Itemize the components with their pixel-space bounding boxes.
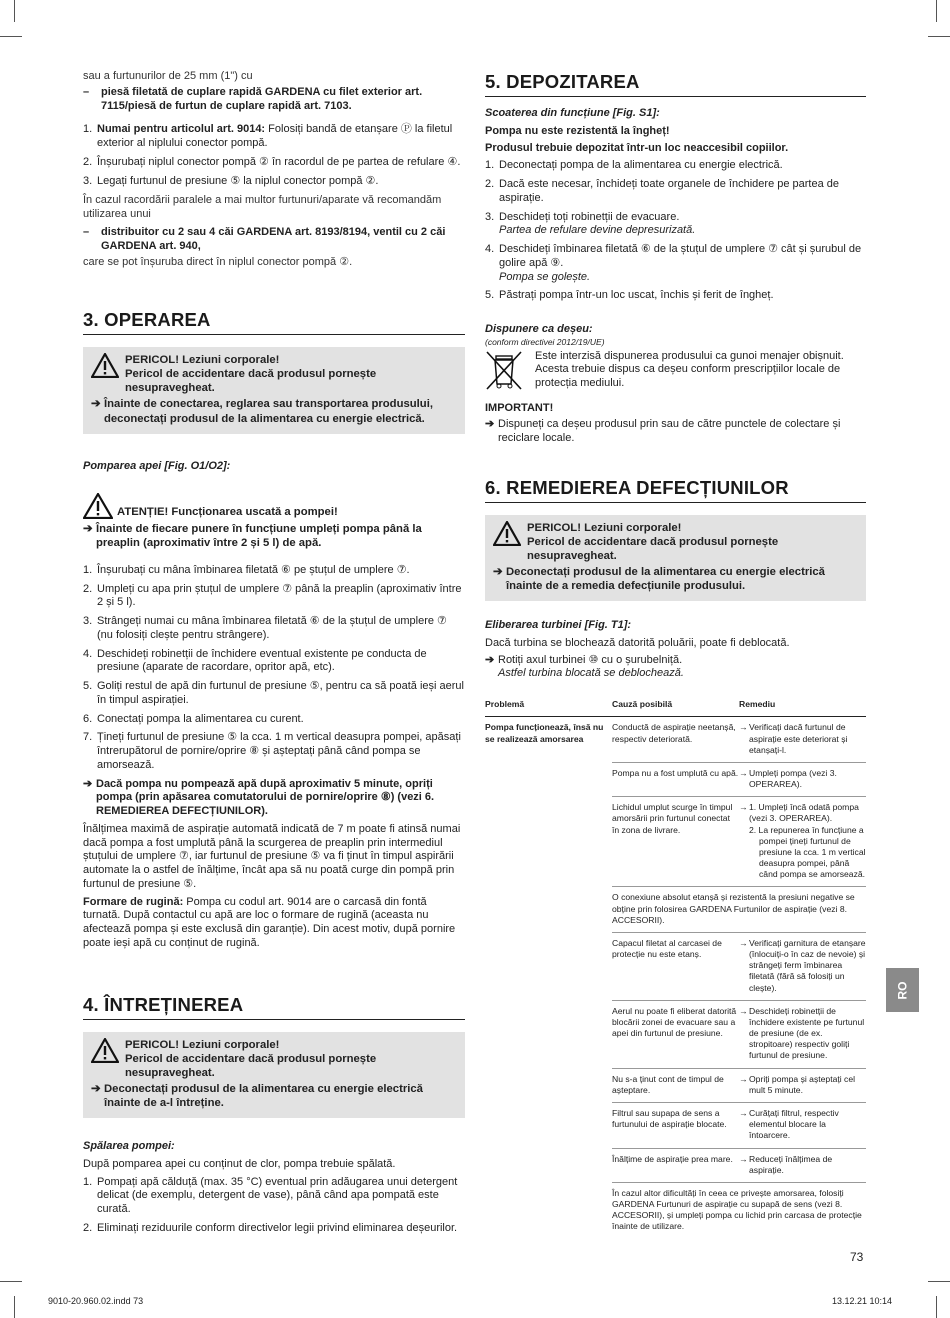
footer-date: 13.12.21 10:14 <box>832 1296 893 1306</box>
footer-file: 9010-20.960.02.indd 73 <box>48 1296 144 1306</box>
right-column <box>485 70 866 1239</box>
list-item: 1. Pompați apă călduță (max. 35 °C) eventual prin adăugarea unui detergent delicat (de exemplu, detergent de vase), până când apa pompată este curată. <box>83 1175 458 1216</box>
list-item: 3. Deschideți toți robinetții de evacuare. Partea de refulare devine depresurizată. <box>485 210 696 237</box>
list-item: 3. Strângeți numai cu mâna îmbinarea filetată ⑥ de la ștuțul de umplere ⑦ (nu folosiți clește pentru strângere). <box>83 615 447 641</box>
frost-warning: Pompa nu este rezistentă la îngheț! <box>485 124 670 137</box>
list-item: 3. Legați furtunul de presiune ⑤ la niplul conector pompă ②. <box>83 174 379 187</box>
warning-line: PERICOL! Leziuni corporale! <box>125 354 280 367</box>
table-header: Problemă Cauză posibilă Remediu <box>485 699 866 717</box>
warning-instruction: ➔ Înainte de conectarea, reglarea sau transportarea produsului, deconectați produsul de la alimentarea cu energie electrică. <box>91 398 433 425</box>
list-item: 4. Deschideți îmbinarea filetată ⑥ de la ștuțul de umplere ⑦ cât și șurubul de golire apă ⑨. Pompa se golește. <box>485 243 862 283</box>
list-item: 5. Păstrați pompa într-un loc uscat, închis și ferit de îngheț. <box>485 289 774 302</box>
troubleshooting-table <box>485 699 866 1238</box>
table-row: O conexiune absolut etanșă și rezistentă la presiuni negative se obține prin folosirea GARDENA Furtunilor de aspirație (vezi 8. ACCESORII). <box>485 887 866 933</box>
table-row: Pompa funcționează, însă nu se realizează amorsarea Conductă de aspirație neetanșă, respectiv deteriorată. → Verificați dacă furtunul de aspirație este deteriorat și etanșați-l. <box>485 717 866 763</box>
table-row: În cazul altor dificultăți în ceea ce privește amorsarea, folosiți GARDENA Furtunuri de aspirație cu supapă de sens (vezi 8. ACCESORII), și umpleți pompa cu lichid prin carcasa de protecție înainte de utilizare. <box>612 1187 862 1232</box>
warning-line: Pericol de accidentare dacă produsul pornește nesupravegheat. <box>125 1052 377 1079</box>
crop-mark <box>14 1296 15 1318</box>
dash-item: – distribuitor cu 2 sau 4 căi GARDENA art. 8193/8194, ventil cu 2 căi GARDENA art. 940, <box>83 225 446 252</box>
caution-box <box>83 487 465 551</box>
warning-line: Pericol de accidentare dacă produsul pornește nesupravegheat. <box>125 368 377 395</box>
list-item: 2. Înșurubați niplul conector pompă ② în racordul de pe partea de refulare ④. <box>83 155 461 168</box>
section-title-storage: 5. DEPOZITAREA <box>485 70 866 97</box>
list-item: 1. Numai pentru articolul art. 9014: Folosiți bandă de etanșare Ⓟ la filetul exterior al niplului conector pompă. <box>83 123 453 149</box>
warning-box <box>83 1032 465 1119</box>
page-number: 73 <box>850 1250 864 1264</box>
crop-mark <box>14 0 15 22</box>
caution-instruction: ➔ Înainte de fiecare punere în funcțiune umpleți pompa până la preaplin (aproximativ între 2 și 5 l) de apă. <box>83 522 422 549</box>
washing-steps <box>83 1176 465 1236</box>
list-item: 6. Conectați pompa la alimentarea cu curent. <box>83 712 304 725</box>
intro-text: sau a furtunurilor de 25 mm (1") cu <box>83 70 253 82</box>
table-row: Pompa nu a fost umplută cu apă. → Umpleți pompa (vezi 3. OPERAREA). <box>485 762 866 796</box>
storage-steps <box>485 159 866 303</box>
parallel-text: În cazul racordării paralele a mai multor furtunuri/aparate vă recomandăm utilizarea unui <box>83 194 442 220</box>
wash-intro: După pomparea apei cu conținut de clor, pompa trebuie spălată. <box>83 1157 396 1170</box>
subtitle-washing: Spălarea pompei: <box>83 1140 175 1153</box>
disposal-block <box>485 350 866 395</box>
subtitle-decommissioning: Scoaterea din funcțiune [Fig. S1]: <box>485 107 660 120</box>
crop-mark <box>936 1296 937 1318</box>
warning-instruction: ➔ Deconectați produsul de la alimentarea cu energie electrică înainte de a-l întreține. <box>91 1082 423 1110</box>
list-item: 7. Țineți furtunul de presiune ⑤ la cca. 1 m vertical deasupra pompei, apăsați întrerupătorul de pornire/oprire ⑧ și așteptați până când pompa se amorsează. <box>83 731 461 771</box>
parallel-note: care se pot înșuruba direct în niplul conector pompă ②. <box>83 256 353 269</box>
section-title-operation: 3. OPERAREA <box>83 308 465 335</box>
list-item: 1. Înșurubați cu mâna îmbinarea filetată ⑥ pe ștuțul de umplere ⑦. <box>83 563 410 576</box>
table-row: Filtrul sau supapa de sens a furtunului de aspirație blocate. → Curățați filtrul, respectiv elementul blocare la întoarcere. <box>485 1102 866 1148</box>
dash-item: – piesă filetată de cuplare rapidă GARDENA cu filet exterior art. 7115/piesă de furtun de cuplare rapidă art. 7103. <box>83 85 423 112</box>
language-tab: RO <box>886 968 919 1012</box>
warning-instruction: ➔ Deconectați produsul de la alimentarea cu energie electrică înainte de a remedia defecțiunile produsului. <box>493 565 825 593</box>
section-title-troubleshooting: 6. REMEDIEREA DEFECȚIUNILOR <box>485 476 866 503</box>
crop-mark <box>936 0 937 22</box>
subtitle-pumping: Pomparea apei [Fig. O1/O2]: <box>83 459 231 472</box>
table-row: Capacul filetat al carcasei de protecție nu este etanș. → Verificați garnitura de etanșare (înlocuiți-o în caz de nevoie) și strângeți ferm îmbinarea filetată (fără să folosiți un clește). <box>485 932 866 1000</box>
table-row: Înălțime de aspirație prea mare. → Reduceți înălțimea de aspirație. <box>485 1148 866 1182</box>
section-title-maintenance: 4. ÎNTREȚINEREA <box>83 993 465 1020</box>
list-item: 2. Eliminați reziduurile conform directivelor legii privind eliminarea deșeurilor. <box>83 1221 458 1234</box>
max-height-text: Înălțimea maximă de aspirație automată indicată de 7 m poate fi atinsă numai dacă pompa a fost umplută până la scurgerea de preaplin prin intermediul ștuțului de umplere ⑦, iar furtunul de presiune ⑤ va fi ținut în timpul aspirării automate la o astfel de înălțime, încât apa să nu poată curge din pompă prin furtunul de presiune ⑤. <box>83 822 461 890</box>
crossed-bin-icon <box>485 350 535 395</box>
crop-mark <box>0 1281 22 1282</box>
list-item: 4. Deschideți robinetții de închidere eventual existente pe conducta de presiune (aparate de racordare, opritor apă, etc). <box>83 647 427 674</box>
list-item: 2. Umpleți cu apa prin ștuțul de umplere ⑦ până la preaplin (aproximativ între 2 și 5 l). <box>83 582 462 609</box>
list-item: 5. Goliți restul de apă din furtunul de presiune ⑤, pentru ca să poată ieși aerul în timpul aspirației. <box>83 680 464 706</box>
table-row: Nu s-a ținut cont de timpul de așteptare. → Opriți pompa și așteptați cel mult 5 minute. <box>485 1068 866 1102</box>
connection-steps <box>83 123 465 188</box>
crop-mark <box>0 36 22 37</box>
warning-line: PERICOL! Leziuni corporale! <box>527 521 682 534</box>
list-item: 2. Dacă este necesar, închideți toate organele de închidere pe partea de aspirație. <box>485 178 840 204</box>
subtitle-disposal: Dispunere ca deșeu: <box>485 323 593 336</box>
pumping-steps <box>83 564 465 773</box>
disposal-text: Este interzisă dispunerea produsului ca gunoi menajer obișnuit. Acesta trebuie dispus ca deșeu conform prescripțiilor locale de protecția mediului. <box>535 349 844 389</box>
left-column <box>83 70 465 1241</box>
list-item: 1. Deconectați pompa de la alimentarea cu energie electrică. <box>485 159 783 172</box>
table-row: Aerul nu poate fi eliberat datorită blocării zonei de evacuare sau a apei din furtunul de presiune. → Deschideți robinetții de închidere existente pe furtunul de presiune (de ex. stropitoare) respectiv goliți furtunul de presiune. <box>485 1000 866 1068</box>
turbine-text: Dacă turbina se blochează datorită poluării, poate fi deblocată. <box>485 636 790 649</box>
important-label: IMPORTANT! <box>485 402 554 415</box>
pump-instruction: ➔ Dacă pompa nu pompează apă după aproximativ 5 minute, opriți pompa (prin apăsarea comutatorului de pornire/oprire ⑧) (vezi 6. REMEDIEREA DEFECȚIUNILOR). <box>83 777 435 817</box>
warning-line: PERICOL! Leziuni corporale! <box>125 1038 280 1051</box>
crop-mark <box>928 36 950 37</box>
children-warning: Produsul trebuie depozitat într-un loc neaccesibil copiilor. <box>485 141 789 154</box>
rust-text: Formare de rugină: Pompa cu codul art. 9014 are o carcasă din fontă turnată. După contactul cu apă are loc o formare de rugină (aceasta nu afectează pompa și este exclusă din garanție). Din acest motiv, după pornire poate ieși apă cu conținut de rugină. <box>83 895 456 949</box>
warning-box <box>485 515 866 602</box>
turbine-instruction: ➔ Rotiți axul turbinei ⑩ cu o șurubelniță. Astfel turbina blocată se deblochează. <box>485 653 684 680</box>
warning-line: Pericol de accidentare dacă produsul pornește nesupravegheat. <box>527 535 779 562</box>
important-instruction: ➔ Dispuneți ca deșeu produsul prin sau de către punctele de colectare și reciclare locale. <box>485 418 841 444</box>
crop-mark <box>928 1281 950 1282</box>
disposal-directive: (conform directivei 2012/19/UE) <box>485 336 605 347</box>
subtitle-turbine: Eliberarea turbinei [Fig. T1]: <box>485 619 632 632</box>
caution-line: ATENȚIE! Funcționarea uscată a pompei! <box>117 506 338 519</box>
warning-box <box>83 347 465 434</box>
table-row: Lichidul umplut scurge în timpul amorsării prin furtunul conectat în zona de livrare. → 1. Umpleți încă odată pompa (vezi 3. OPERAREA). 2. La repunerea în funcțiune a pompei țineți furtunul de presiune la cca. 1 m vertical deasupra pompei, până când pompa se amorsează. <box>485 797 866 887</box>
